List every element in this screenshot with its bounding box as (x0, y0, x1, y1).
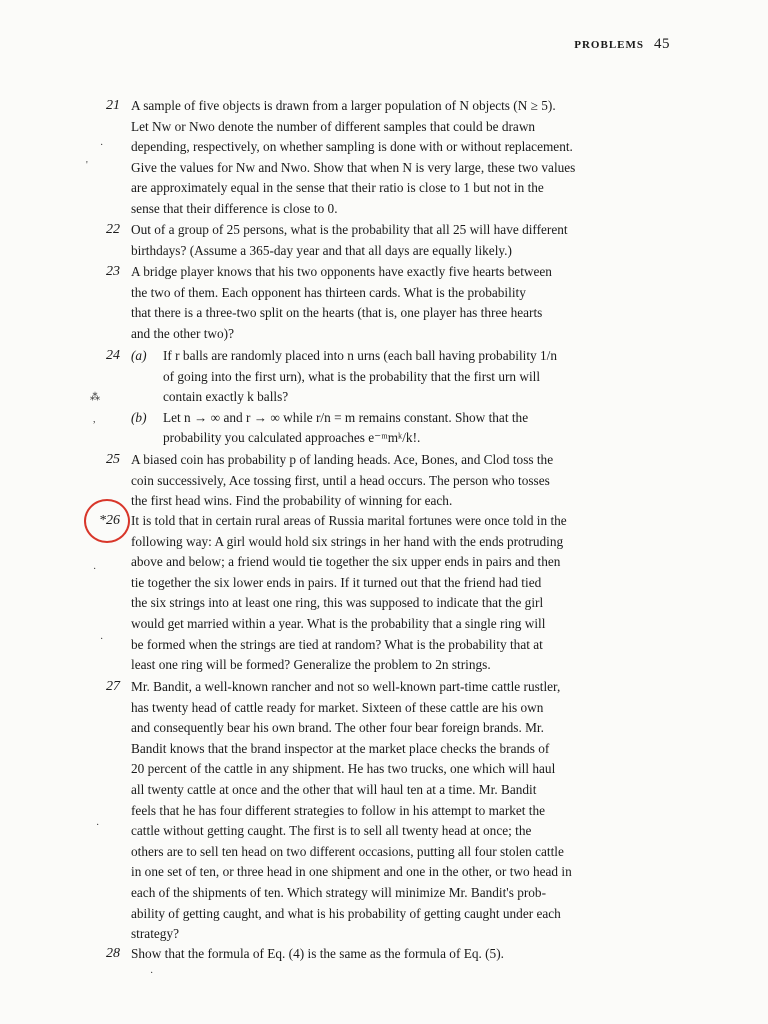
problem-text-line: coin successively, Ace tossing first, until a head occurs. The person who tosses (131, 472, 550, 488)
problem-text-line: the first head wins. Find the probability of winning for each. (131, 493, 453, 509)
speck-mark: ⁂ (90, 392, 100, 403)
problem-text-line: 20 percent of the cattle in any shipment. He has two trucks, one which will haul (131, 761, 556, 777)
problem-number: 25 (106, 452, 120, 467)
problem-text-line: each of the shipments of ten. Which strategy will minimize Mr. Bandit's prob- (131, 885, 547, 900)
problem-text-line: would get married within a year. What is the probability that a single ring will (131, 616, 546, 631)
problem-number: 24 (106, 348, 120, 363)
section-title: PROBLEMS (574, 39, 644, 51)
problem-text-line: contain exactly k balls? (163, 389, 289, 405)
problem-text-line: ability of getting caught, and what is his probability of getting caught under each (131, 905, 561, 921)
speck-mark: ' (86, 160, 88, 171)
running-header (574, 36, 670, 53)
problem-text-line: Bandit knows that the brand inspector at the market place checks the brands of (131, 740, 550, 756)
problem-text-line: others are to sell ten head on two different occasions, putting all four stolen cattle (131, 843, 564, 859)
problem-number: 21 (106, 98, 120, 113)
problem-text-line: Out of a group of 25 persons, what is the probability that all 25 will have different (131, 222, 568, 237)
problem-text-line: Give the values for Nw and Nwo. Show that when N is very large, these two values (131, 159, 576, 175)
speck-mark: · (150, 968, 154, 979)
problem-number: 23 (106, 264, 120, 279)
problem-text-line: and consequently bear his own brand. The other four bear foreign brands. Mr. (131, 720, 544, 736)
problem-number: 27 (106, 679, 120, 694)
part-label: (a) (131, 348, 147, 363)
speck-mark: , (93, 414, 96, 425)
problem-text-line: Let Nw or Nwo denote the number of different samples that could be drawn (131, 118, 536, 134)
problem-number: 22 (106, 222, 120, 237)
problem-text-line: the two of them. Each opponent has thirteen cards. What is the probability (131, 284, 526, 300)
problem-text-line: sense that their difference is close to 0. (131, 201, 338, 216)
problem-text-line: depending, respectively, on whether sampling is done with or without replacement. (131, 139, 573, 155)
problem-text-line: least one ring will be formed? Generalize the problem to 2n strings. (131, 657, 491, 673)
problem-text-line: A biased coin has probability p of landing heads. Ace, Bones, and Clod toss the (131, 452, 554, 467)
page-number: 45 (654, 36, 670, 52)
speck-mark: · (93, 564, 97, 575)
problem-text-line: above and below; a friend would tie together the six upper ends in pairs and then (131, 554, 561, 570)
problem-text-line: feels that he has four different strategies to follow in his attempt to market the (131, 802, 546, 818)
problem-text-line: are approximately equal in the sense that their ratio is close to 1 but not in the (131, 180, 544, 196)
problem-text-line: that there is a three-two split on the hearts (that is, one player has three hearts (131, 305, 543, 321)
problem-text-line: and the other two)? (131, 325, 235, 341)
problem-number: *26 (99, 513, 120, 528)
problem-text-line: of going into the first urn), what is the probability that the first urn will (163, 368, 541, 384)
problem-text-line: Show that the formula of Eq. (4) is the same as the formula of Eq. (5). (131, 946, 504, 961)
problem-text-line: If r balls are randomly placed into n urns (each ball having probability 1/n (163, 348, 557, 363)
problem-text-line: be formed when the strings are tied at random? What is the probability that at (131, 636, 543, 652)
speck-mark: · (96, 820, 100, 831)
problem-number: 28 (106, 946, 120, 961)
problem-text-line: following way: A girl would hold six strings in her hand with the ends protruding (131, 533, 564, 549)
problem-text-line: Mr. Bandit, a well-known rancher and not so well-known part-time cattle rustler, (131, 679, 561, 694)
problem-text-line: A sample of five objects is drawn from a larger population of N objects (N ≥ 5). (131, 98, 556, 113)
problem-text-line: has twenty head of cattle ready for market. Sixteen of these cattle are his own (131, 699, 544, 715)
speck-mark: · (100, 140, 104, 151)
problem-text-line: in one set of ten, or three head in one shipment and one in the other, or two head in (131, 864, 572, 880)
problem-text-line: tie together the six lower ends in pairs. If it turned out that the friend had tied (131, 574, 542, 590)
problem-text-line: birthdays? (Assume a 365-day year and that all days are equally likely.) (131, 242, 512, 258)
problem-text-line: It is told that in certain rural areas of Russia marital fortunes were once told in the (131, 513, 567, 528)
speck-mark: · (100, 634, 104, 645)
problem-text-line: Let n → ∞ and r → ∞ while r/n = m remains constant. Show that the (163, 409, 529, 425)
problem-text-line: probability you calculated approaches e⁻ᵐmᵏ/k!. (163, 430, 421, 446)
problem-text-line: cattle without getting caught. The first is to sell all twenty head at once; the (131, 823, 532, 839)
part-label: (b) (131, 409, 147, 425)
problem-text-line: A bridge player knows that his two opponents have exactly five hearts between (131, 264, 552, 279)
problem-text-line: the six strings into at least one ring, this was supposed to indicate that the girl (131, 595, 544, 611)
problem-text-line: strategy? (131, 926, 179, 942)
problem-text-line: all twenty cattle at once and the other that will haul ten at a time. Mr. Bandit (131, 782, 537, 797)
